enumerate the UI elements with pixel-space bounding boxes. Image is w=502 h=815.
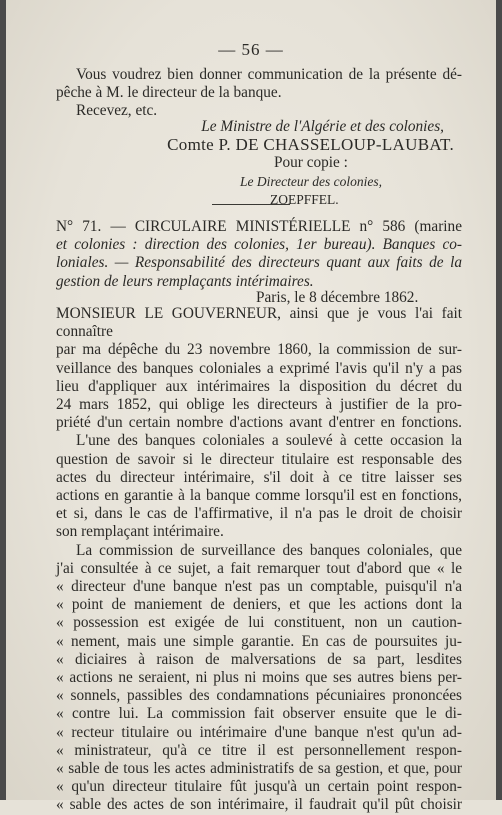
body-line: « sonnels, passibles des condamnations pécuniaires prononcées [56, 687, 462, 705]
page-edge-right [496, 0, 502, 800]
body-line: son remplaçant intérimaire. [56, 523, 224, 541]
director-title: Le Directeur des colonies, [240, 173, 382, 189]
section-divider [212, 204, 290, 205]
body-line: L'une des banques coloniales a soulevé à cette occasion la [76, 432, 462, 450]
body-line: « point de maniement de deniers, et que les actions dont la [56, 596, 462, 614]
body-line: j'ai consultée à ce sujet, a fait remarquer tout d'abord que « le [56, 559, 462, 577]
closing-formula: Recevez, etc. [76, 102, 158, 120]
body-line: « ministrateur, qu'à ce titre il est personnellement respon- [56, 741, 462, 759]
body-line: priété d'un certain nombre d'actions avant d'entrer en fonctions. [56, 414, 462, 432]
body-line: par ma dépêche du 23 novembre 1860, la commission de sur- [56, 341, 462, 359]
body-text [56, 305, 462, 815]
body-line: actions en garantie à la banque comme lorsqu'il est en fonctions, [56, 487, 462, 505]
body-line: La commission de surveillance des banques coloniales, que [76, 541, 462, 559]
director-name: ZOEPFFEL. [270, 191, 339, 207]
body-line: « possession est exigée de lui constituent, non un caution- [56, 614, 462, 632]
body-line: et si, dans le cas de l'affirmative, il n'a pas le droit de choisir [56, 505, 462, 523]
circular-line: et colonies : direction des colonies, 1er bureau). Banques co- [56, 236, 462, 254]
minister-name: Comte P. DE CHASSELOUP-LAUBAT. [167, 135, 454, 155]
body-line: « nement, mais une simple garantie. En cas de poursuites ju- [56, 632, 462, 650]
circular-line: loniales. — Responsabilité des directeurs quant aux faits de la [56, 254, 462, 272]
signature-block [56, 118, 462, 209]
opening-line: Vous voudrez bien donner communication de la présente dé- [76, 66, 462, 83]
dateline: Paris, le 8 décembre 1862. [256, 289, 419, 306]
body-line: « sable de tous les actes administratifs de sa gestion, et que, pour [56, 760, 462, 778]
body-line: « diciaires à raison de malversations de sa part, lesdites [56, 650, 462, 668]
body-line: question de savoir si le directeur titulaire est responsable des [56, 450, 462, 468]
opening-block [56, 66, 462, 121]
body-line: actes du directeur intérimaire, s'il doit à ce titre laisser ses [56, 468, 462, 486]
copy-label: Pour copie : [274, 154, 348, 172]
page-edge-left [0, 0, 6, 800]
body-line: « recteur titulaire ou intérimaire d'une banque n'est qu'un ad- [56, 723, 462, 741]
body-line: MONSIEUR LE GOUVERNEUR, ainsi que je vous l'ai fait connaître [56, 305, 462, 341]
body-line: lieu d'appliquer aux intérimaires la disposition du décret du [56, 377, 462, 395]
opening-line: pêche à M. le directeur de la banque. [56, 84, 282, 102]
circular-line: gestion de leurs remplaçants intérimaires. [56, 272, 314, 290]
body-line: « contre lui. La commission fait observer ensuite que le di- [56, 705, 462, 723]
body-line: « qu'un directeur titulaire fût jusqu'à un certain point respon- [56, 778, 462, 796]
body-line: veillance des banques coloniales a exprimé l'avis qu'il n'y a pas [56, 359, 462, 377]
circular-heading [56, 218, 462, 291]
body-line: « directeur d'une banque n'est pas un comptable, puisqu'il n'a [56, 578, 462, 596]
page-number: — 56 — [218, 40, 284, 59]
body-line: 24 mars 1852, qui oblige les directeurs à justifier de la pro- [56, 396, 462, 414]
body-line: « sable des actes de son intérimaire, il faudrait qu'il pût choisir [56, 796, 462, 814]
minister-title: Le Ministre de l'Algérie et des colonies, [201, 118, 444, 135]
circular-line: N° 71. — CIRCULAIRE MINISTÉRIELLE n° 586 (marine [56, 218, 462, 235]
body-line: « actions ne seraient, ni plus ni moins que ses autres biens per- [56, 669, 462, 687]
